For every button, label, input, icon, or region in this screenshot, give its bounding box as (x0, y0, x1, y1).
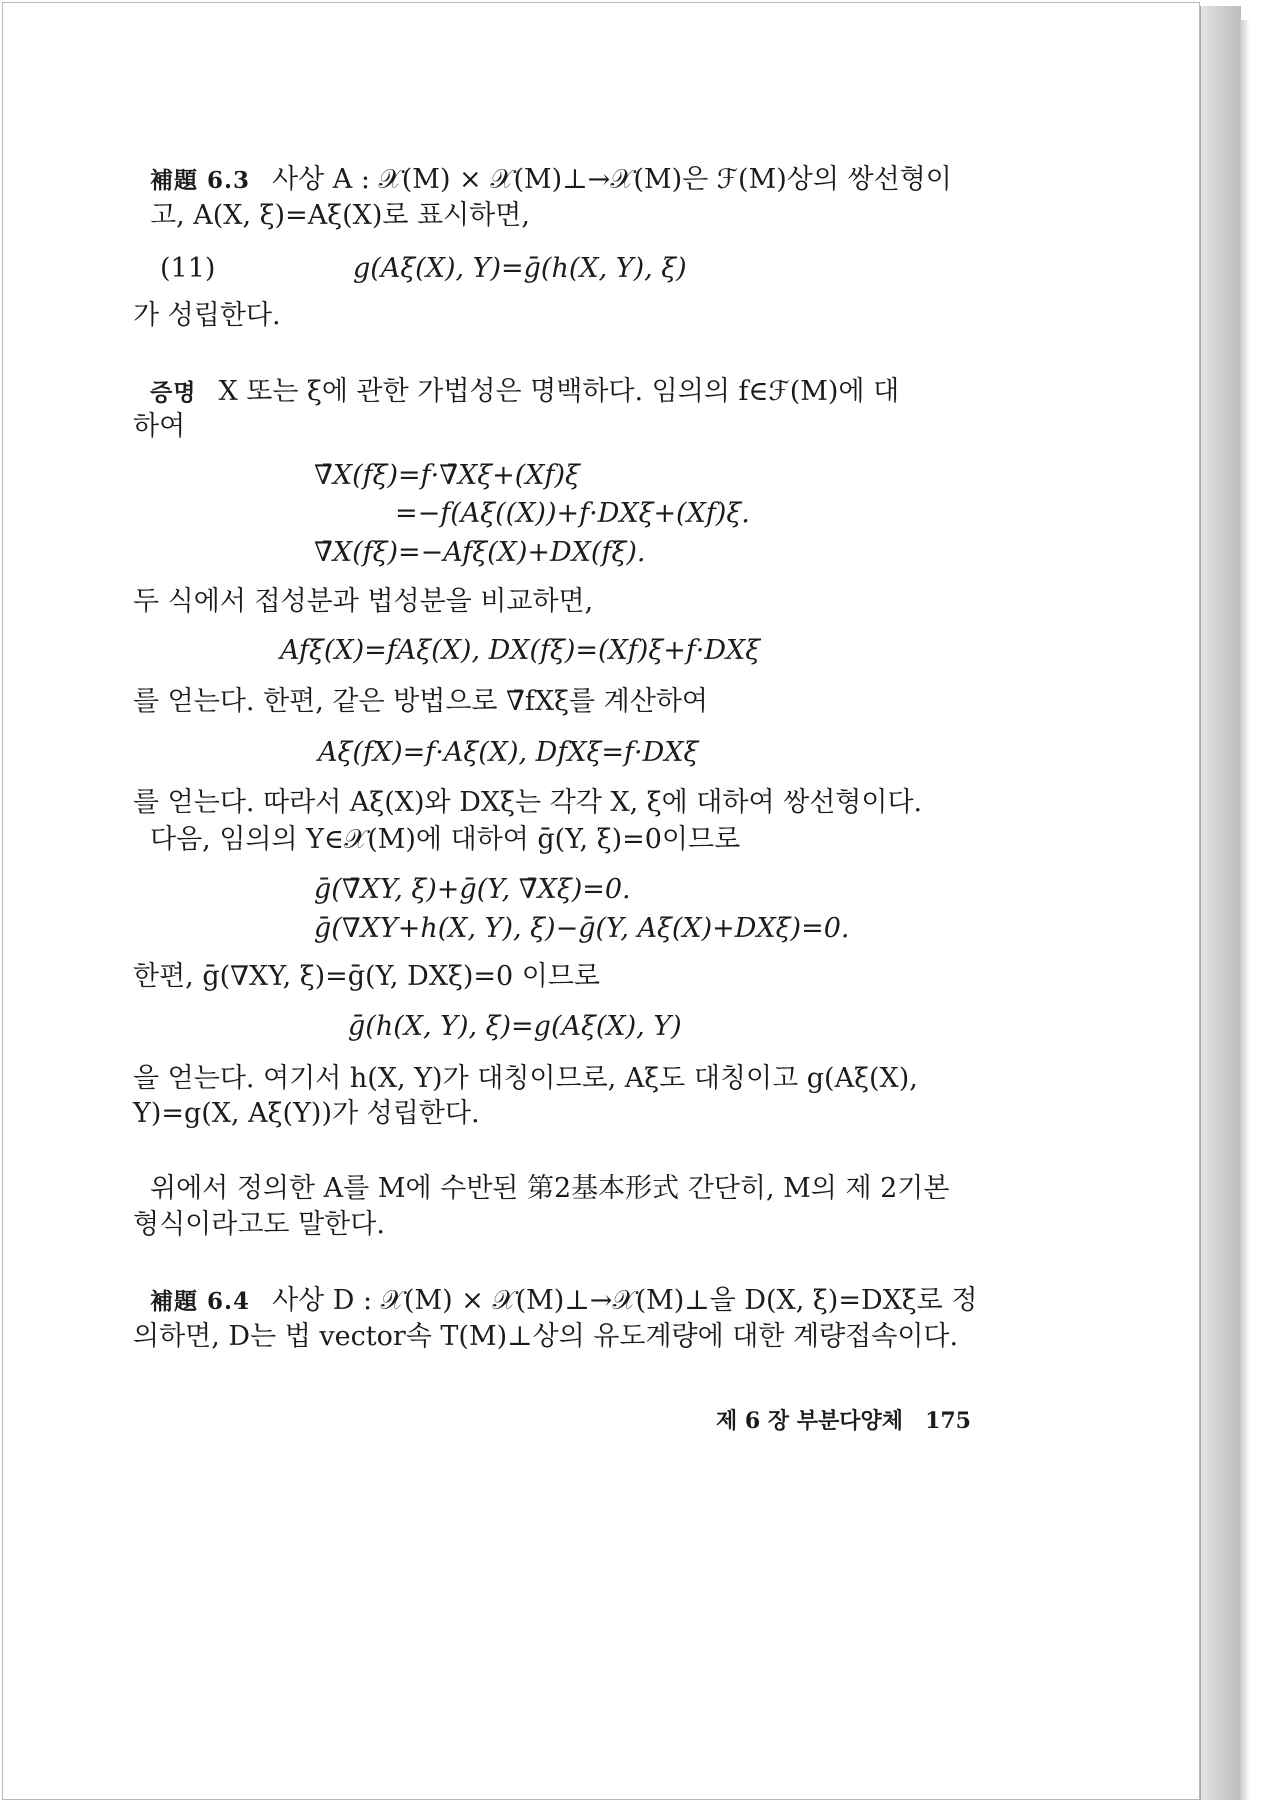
lemma-6-3-line-3: 가 성립한다. (133, 300, 281, 331)
equation-11-number: (11) (160, 253, 216, 284)
equation-2: Afξ(X)=fAξ(X), DX(fξ)=(Xf)ξ+f·DXξ (280, 635, 761, 666)
equation-3: Aξ(fX)=f·Aξ(X), DfXξ=f·DXξ (318, 737, 699, 768)
page-number: 175 (925, 1408, 971, 1434)
proof-line-8: 을 얻는다. 여기서 h(X, Y)가 대칭이므로, Aξ도 대칭이고 g(Aξ(X), (133, 1063, 918, 1094)
running-footer (716, 1404, 971, 1438)
proof-heading: 증명 (150, 379, 197, 406)
remark-line-1: 위에서 정의한 A를 M에 수반된 第2基本形式 간단히, M의 제 2기본 (150, 1173, 950, 1204)
proof-line-4: 를 얻는다. 한편, 같은 방법으로 ∇̄fXξ를 계산하여 (133, 686, 708, 717)
proof-line-1 (150, 375, 899, 410)
proof-line-7: 한편, ḡ(∇XY, ξ)=ḡ(Y, DXξ)=0 이므로 (133, 961, 600, 992)
equation-11: g(Aξ(X), Y)=ḡ(h(X, Y), ξ) (353, 253, 687, 284)
proof-line-5: 를 얻는다. 따라서 Aξ(X)와 DXξ는 각각 X, ξ에 대하여 쌍선형이다. (133, 787, 923, 818)
proof-line-3: 두 식에서 접성분과 법성분을 비교하면, (133, 586, 594, 617)
proof-line-9: Y)=g(X, Aξ(Y))가 성립한다. (133, 1098, 480, 1129)
page-edge (1200, 6, 1241, 1800)
equation-1c: ∇̄X(fξ)=−Afξ(X)+DX(fξ). (314, 537, 646, 568)
equation-4b: ḡ(∇XY+h(X, Y), ξ)−ḡ(Y, Aξ(X)+DXξ)=0. (314, 913, 850, 944)
equation-1b: =−f(Aξ((X))+f·DXξ+(Xf)ξ. (395, 498, 750, 529)
remark-line-2: 형식이라고도 말한다. (133, 1209, 385, 1240)
equation-4a: ḡ(∇̄XY, ξ)+ḡ(Y, ∇̄Xξ)=0. (314, 874, 631, 905)
proof-text-1: X 또는 ξ에 관한 가법성은 명백하다. 임의의 f∈ℱ(M)에 대 (218, 376, 900, 407)
lemma-6-4-line-1 (150, 1284, 977, 1319)
lemma-6-4-heading: 補題 6.4 (150, 1288, 251, 1315)
equation-5: ḡ(h(X, Y), ξ)=g(Aξ(X), Y) (348, 1011, 682, 1042)
lemma-6-3-heading: 補題 6.3 (150, 167, 251, 194)
proof-line-6: 다음, 임의의 Y∈𝒳(M)에 대하여 ḡ(Y, ξ)=0이므로 (150, 824, 741, 855)
lemma-6-3-line-1 (150, 163, 952, 198)
lemma-6-4-text-1: 사상 D : 𝒳(M) × 𝒳(M)⊥→𝒳(M)⊥을 D(X, ξ)=DXξ로 정 (272, 1285, 978, 1316)
lemma-6-3-text-1: 사상 A : 𝒳(M) × 𝒳(M)⊥→𝒳(M)은 ℱ(M)상의 쌍선형이 (272, 164, 952, 195)
chapter-title: 제 6 장 부분다양체 (716, 1408, 904, 1434)
lemma-6-3-line-2: 고, A(X, ξ)=Aξ(X)로 표시하면, (150, 200, 530, 231)
page-shadow (1240, 20, 1250, 1800)
lemma-6-4-line-2: 의하면, D는 법 vector속 T(M)⊥상의 유도계량에 대한 계량접속이다. (133, 1321, 959, 1352)
equation-1a: ∇̄X(fξ)=f·∇̄Xξ+(Xf)ξ (314, 460, 580, 491)
proof-line-2: 하여 (133, 411, 186, 442)
